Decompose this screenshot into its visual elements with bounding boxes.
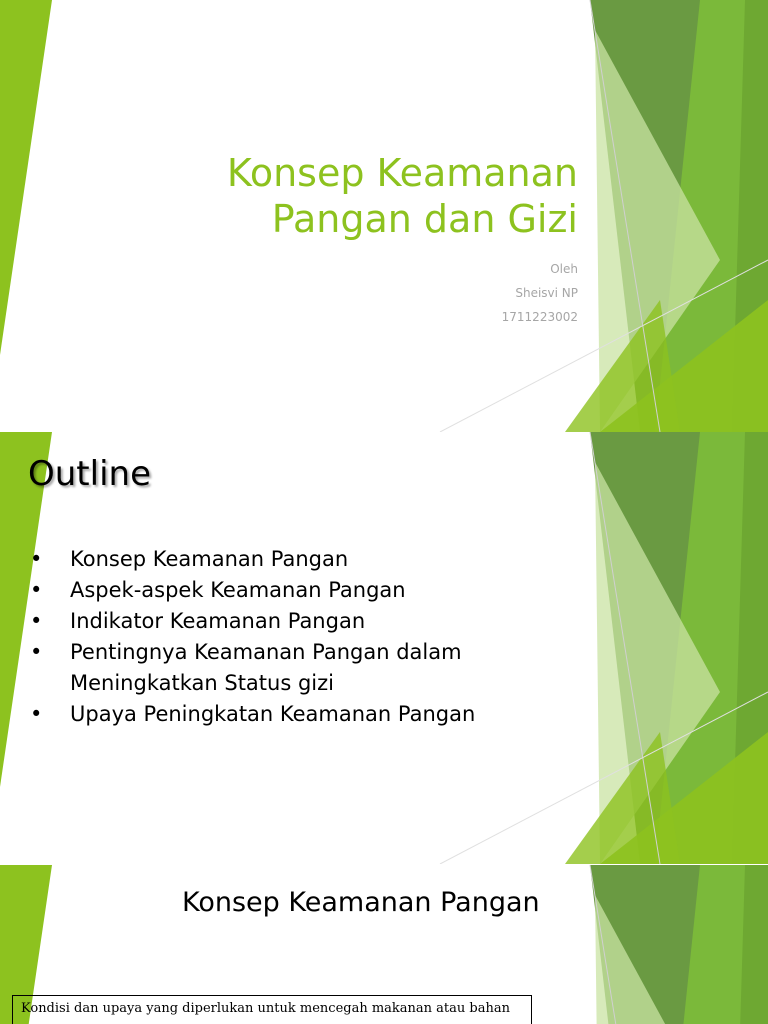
list-item-text: Upaya Peningkatan Keamanan Pangan (70, 702, 476, 726)
list-item-text: Pentingnya Keamanan Pangan dalam Meningkatkan Status gizi (70, 640, 462, 695)
title-line: Konsep Keamanan (226, 151, 578, 195)
subtitle-line: 1711223002 (501, 310, 578, 324)
list-item (30, 637, 530, 699)
list-item-text: Aspek-aspek Keamanan Pangan (70, 578, 406, 602)
list-item-text: Indikator Keamanan Pangan (70, 609, 366, 633)
bullet-icon: • (30, 547, 43, 571)
title-line: Pangan dan Gizi (271, 197, 578, 241)
slide-1[interactable] (0, 0, 768, 432)
bullet-icon: • (30, 640, 43, 664)
subtitle-line: Oleh (550, 262, 578, 276)
list-item (30, 699, 530, 730)
slide-2-title: Outline (28, 454, 152, 494)
bullet-icon: • (30, 578, 43, 602)
subtitle-line: Sheisvi NP (515, 286, 578, 300)
bullet-icon: • (30, 702, 43, 726)
definition-text-box: Kondisi dan upaya yang diperlukan untuk mencegah makanan atau bahan (12, 995, 532, 1024)
outline-list (30, 544, 530, 730)
slide-1-subtitle (502, 257, 578, 329)
list-item (30, 575, 530, 606)
slide-1-title (227, 150, 578, 242)
list-item-text: Konsep Keamanan Pangan (70, 547, 349, 571)
slide-3[interactable] (0, 865, 768, 1024)
slide-2[interactable] (0, 432, 768, 865)
list-item (30, 544, 530, 575)
list-item (30, 606, 530, 637)
slide-3-title: Konsep Keamanan Pangan (182, 887, 540, 918)
bullet-icon: • (30, 609, 43, 633)
